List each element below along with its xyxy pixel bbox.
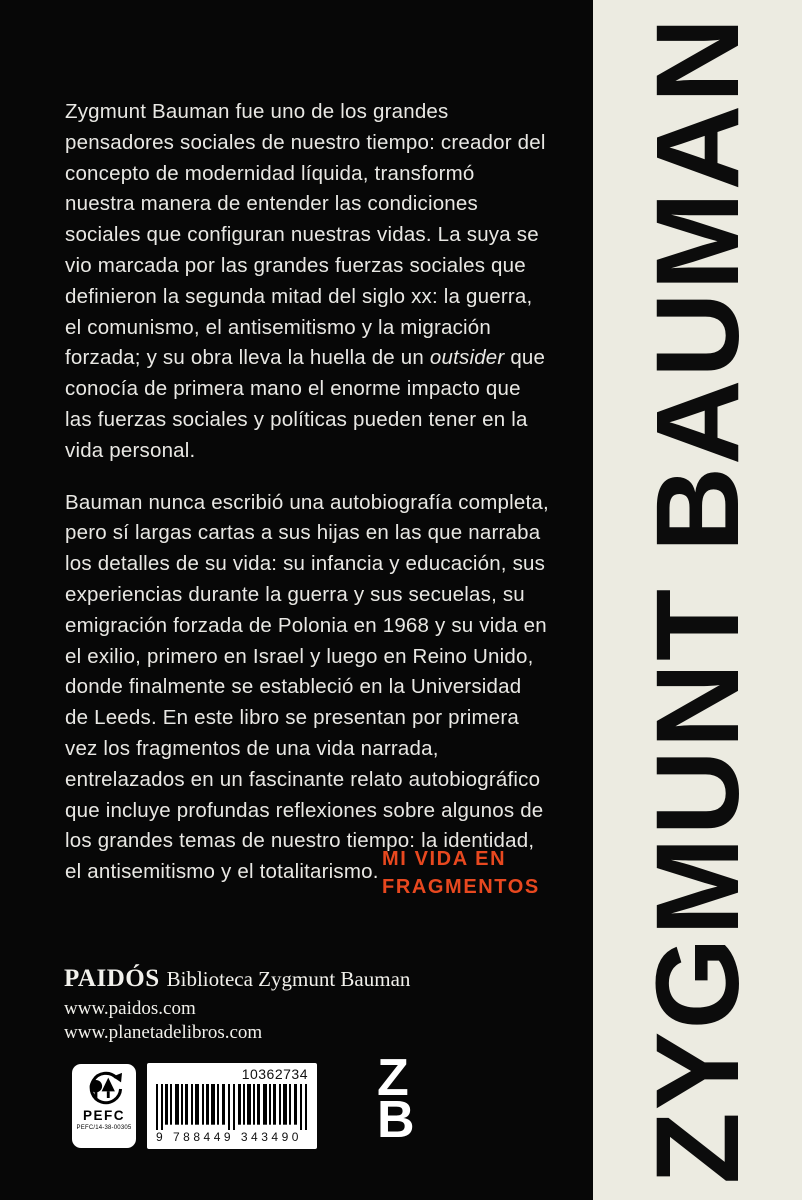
synopsis-paragraph-1 bbox=[65, 97, 549, 467]
publisher-block bbox=[64, 964, 410, 1045]
barcode-bars-icon bbox=[156, 1084, 308, 1130]
publisher-url-paidos: www.paidos.com bbox=[64, 998, 196, 1019]
author-vertical-title: ZYGMUNT BAUMAN bbox=[631, 15, 764, 1185]
author-spine-band bbox=[593, 0, 802, 1200]
publisher-collection: Biblioteca Zygmunt Bauman bbox=[166, 967, 411, 991]
publisher-logo-paidos: PAIDÓS bbox=[64, 965, 160, 992]
publisher-line bbox=[64, 964, 410, 997]
book-title-line-2: FRAGMENTOS bbox=[382, 876, 540, 898]
barcode-top-number: 10362734 bbox=[241, 1066, 308, 1082]
synopsis-paragraph-2: Bauman nunca escribió una autobiografía completa, pero sí largas cartas a sus hijas en las que narraba los detalles de su vida: su infancia y educación, sus experiencias durante la guerra y sus secuelas, su emigración forzada de Polonia en 1968 y su vida en el exilio, primero en Israel y luego en Reino Unido, donde finalmente se estableció en la Universidad de Leeds. En este libro se presentan por primera vez los fragmentos de una vida narrada, entrelazados en un fascinante relato autobiográfico que incluye profundas reflexiones sobre algunos de los grandes temas de nuestro tiempo: la identidad, el antisemitismo y el totalitarismo. bbox=[65, 490, 549, 884]
pefc-cert-number: PEFC/14-38-00305 bbox=[76, 1125, 132, 1131]
book-title bbox=[382, 845, 540, 901]
synopsis-p1-text: Zygmunt Bauman fue uno de los grandes pensadores sociales de nuestro tiempo: creador del concepto de modernidad líquida, transformó nuestra manera de entender las condiciones sociales que configuran nuestras vidas. La suya se vio marcada por las grandes fuerzas sociales que definieron la segunda mitad del siglo xx: la guerra, el comunismo, el antisemitismo y la migración forzada; y su obra lleva la huella de un bbox=[65, 100, 546, 370]
zb-logo-b: B bbox=[377, 1091, 415, 1149]
publisher-url-planetadelibros: www.planetadelibros.com bbox=[64, 1022, 263, 1043]
synopsis-p1-italic-word: outsider bbox=[429, 346, 505, 370]
synopsis-block bbox=[65, 97, 549, 909]
pefc-label: PEFC bbox=[82, 1108, 125, 1123]
pefc-trees-icon bbox=[83, 1071, 125, 1107]
book-title-line-1: MI VIDA EN bbox=[382, 848, 507, 870]
zb-logo-z: Z bbox=[377, 1049, 409, 1107]
pefc-logo bbox=[72, 1064, 136, 1148]
zb-logo bbox=[377, 1049, 415, 1149]
barcode bbox=[147, 1063, 317, 1149]
barcode-isbn-digits: 9 788449 343490 bbox=[156, 1130, 302, 1144]
synopsis-p1-text-end: que conocía de primera mano el enorme impacto que las fuerzas sociales y políticas pueden tener en la vida personal. bbox=[65, 346, 546, 462]
